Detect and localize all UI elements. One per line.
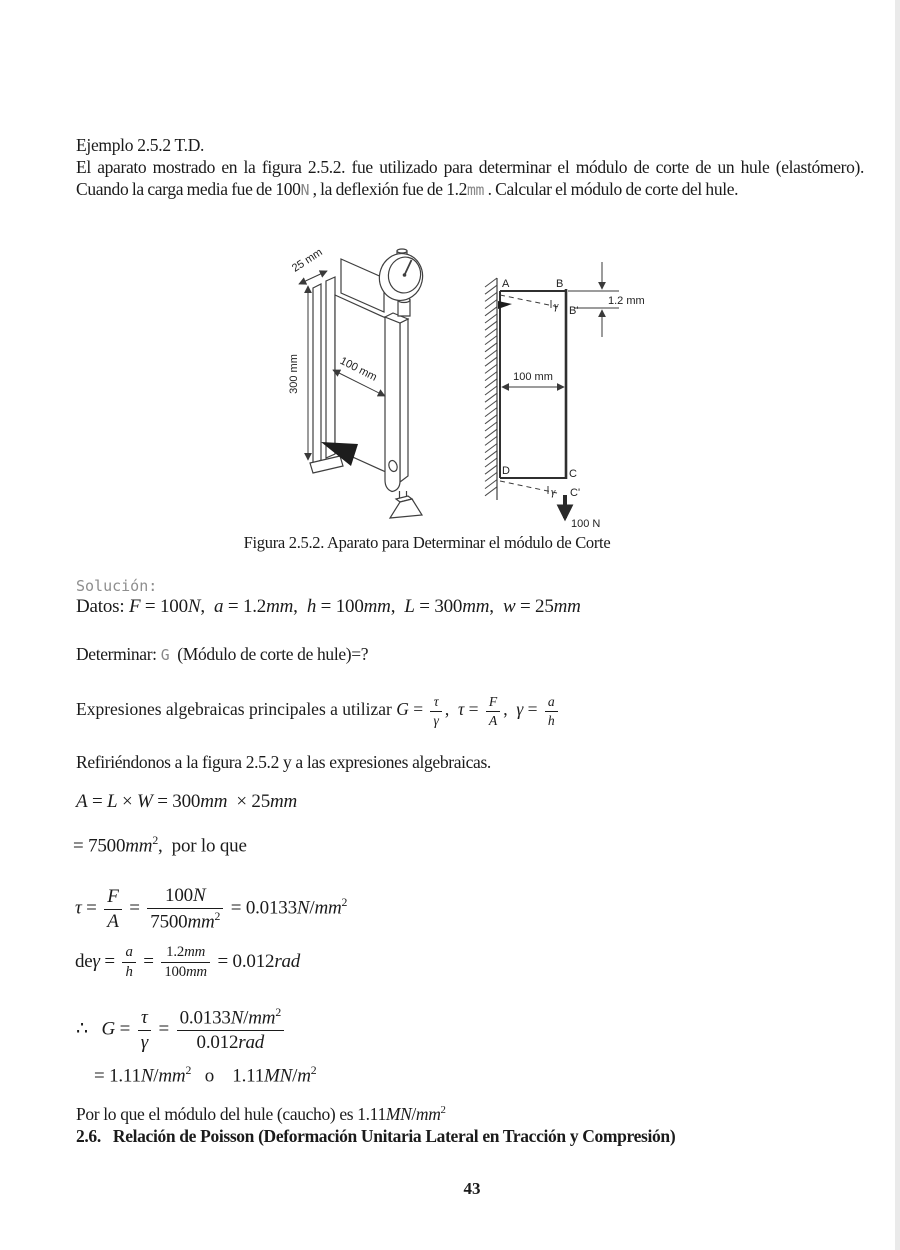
- next-section-heading: 2.6. Relación de Poisson (Deformación Unitaria Lateral en Tracción y Compresión): [76, 1126, 676, 1146]
- given-data-line: Datos: F = 100N, a = 1.2mm, h = 100mm, L = 300mm, w = 25mm: [76, 596, 581, 617]
- conclusion-line: Por lo que el módulo del hule (caucho) es $1.11MN/mm^2$: [76, 1104, 446, 1124]
- figure-caption: Figura 2.5.2. Aparato para Determinar el módulo de Corte: [243, 533, 611, 552]
- fixed-mark: [498, 301, 512, 309]
- shear-schematic: [485, 262, 645, 530]
- shear-modulus-equation: ∴ G = $\frac{\tau}{\gamma}$ = $\frac{0.0133N/mm^2}{\text{0.012rad}}$: [76, 1006, 287, 1054]
- thickness-dim-arrow: [299, 271, 327, 284]
- gamma-top-label: γ: [554, 300, 559, 312]
- example-paragraph: El aparato mostrado en la figura 2.5.2. fue utilizado para determinar el módulo de corte de un hule (elastómero). Cuando la carga media fue de 100N , la deflexión fue de 1.2mm . Calcular el módulo de corte del hule.: [76, 157, 868, 199]
- column-front-face: [385, 317, 400, 492]
- example-title: Ejemplo 2.5.2 T.D.: [76, 135, 205, 155]
- face-dim-label: 100 mm: [337, 354, 379, 384]
- outer-plate-1: [313, 284, 321, 464]
- gamma-bottom-label: γ: [551, 486, 556, 498]
- outer-plate-2: [326, 277, 335, 458]
- figure-2-5-2: [285, 246, 683, 540]
- gamma-equation: deγ = $\frac{a}{h}$ = $\frac{1.2mm}{100mm}$ = 0.012rad: [75, 944, 301, 981]
- page-number: 43: [463, 1179, 481, 1198]
- corner-b-label: B: [556, 278, 564, 290]
- area-result-equation: = $7500mm^2$, por lo que: [73, 834, 247, 857]
- corner-c-label: C: [569, 468, 577, 480]
- apparatus-iso-drawing: [288, 246, 427, 518]
- reference-line: Refiriéndonos a la figura 2.5.2 y a las expresiones algebraicas.: [76, 752, 491, 772]
- height-dim-label: 300 mm: [288, 354, 300, 394]
- corner-a-label: A: [502, 278, 510, 290]
- expressions-line: Expresiones algebraicas principales a utilizar G = $\frac{\tau}{\gamma}$ , τ = $\frac{F}{A}$ , γ = $\frac{a}{h}$: [76, 694, 561, 728]
- column-side-face: [400, 319, 408, 482]
- corner-c-prime-label: C': [570, 487, 581, 499]
- wall-hatching: [485, 278, 497, 496]
- corner-d-label: D: [502, 465, 510, 477]
- force-label: 100 N: [571, 518, 601, 530]
- deflection-dim-label: 1.2 mm: [608, 295, 645, 307]
- width-dim-label: 100 mm: [513, 371, 553, 383]
- solution-label: Solución:: [76, 577, 158, 595]
- area-equation: A = L × W = 300mm × 25mm: [76, 791, 298, 812]
- weight-front-face: [390, 499, 422, 518]
- deformed-top-edge: [500, 295, 559, 307]
- tau-equation: τ = $\frac{F}{A}$ = $\frac{100N}{7500mm^2}$ = $0.0133N/mm^2$: [75, 885, 348, 933]
- result-equation: = $1.11N/mm^2$ o $1.11MN/m^2$: [94, 1064, 317, 1087]
- thickness-dim-label: 25 mm: [289, 246, 325, 275]
- scan-edge-shadow: [895, 0, 900, 1250]
- find-line: Determinar: G (Módulo de corte de hule)=?: [76, 644, 369, 664]
- corner-b-prime-label: B': [569, 305, 579, 317]
